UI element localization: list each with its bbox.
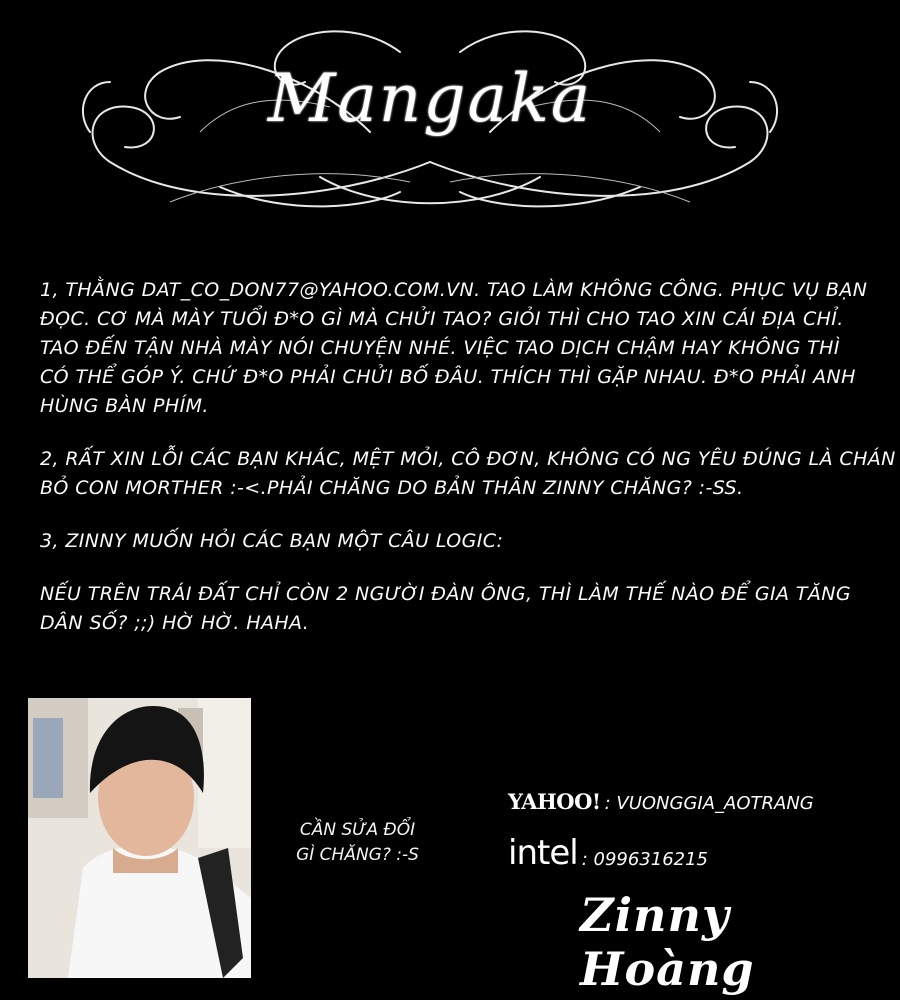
yahoo-logo: YAHOO!: [508, 789, 601, 814]
banner: [70, 12, 790, 220]
notice-paragraph-1: [40, 276, 870, 421]
text-line: HÙNG BÀN PHÍM.: [40, 395, 209, 417]
photo-caption: [270, 818, 445, 868]
text-line: DÂN SỐ? ;;) HỜ HỜ. HAHA.: [40, 612, 310, 634]
text-line: 2, RẤT XIN LỖI CÁC BẠN KHÁC, MỆT MỎI, CÔ ĐƠN, KHÔNG CÓ NG YÊU ĐÚNG LÀ CHÁN: [40, 448, 896, 470]
signature: [580, 888, 880, 996]
notice-paragraph-2: [40, 445, 896, 503]
banner-title: Mangaka: [267, 60, 593, 137]
phone-number: : 0996316215: [581, 849, 709, 870]
intel-logo: intel: [508, 833, 578, 873]
phone-contact: [508, 833, 888, 873]
text-line: BỎ CON MORTHER :-<.PHẢI CHĂNG DO BẢN THÂN ZINNY CHĂNG? :-SS.: [40, 477, 744, 499]
yahoo-id: : VUONGGIA_AOTRANG: [604, 793, 814, 814]
caption-line: GÌ CHĂNG? :-S: [296, 845, 419, 865]
contact-info: [508, 778, 888, 873]
text-line: 3, ZINNY MUỐN HỎI CÁC BẠN MỘT CÂU LOGIC:: [40, 530, 504, 552]
caption-line: CẦN SỬA ĐỔI: [299, 820, 416, 840]
yahoo-contact: [508, 778, 888, 814]
text-line: ĐỌC. CƠ MÀ MÀY TUỔI Đ*O GÌ MÀ CHỬI TAO? GIỎI THÌ CHO TAO XIN CÁI ĐỊA CHỈ.: [40, 308, 844, 330]
author-photo: [28, 698, 251, 978]
notice-text: [40, 276, 896, 662]
notice-paragraph-3: [40, 527, 870, 556]
text-line: TAO ĐẾN TẬN NHÀ MÀY NÓI CHUYỆN NHÉ. VIỆC TAO DỊCH CHẬM HAY KHÔNG THÌ: [40, 337, 840, 359]
text-line: 1, THẰNG DAT_CO_DON77@YAHOO.COM.VN. TAO LÀM KHÔNG CÔNG. PHỤC VỤ BẠN: [40, 279, 868, 301]
text-line: CÓ THỂ GÓP Ý. CHỨ Đ*O PHẢI CHỬI BỐ ĐÂU. THÍCH THÌ GẶP NHAU. Đ*O PHẢI ANH: [40, 366, 856, 388]
author-photo-illustration: [28, 698, 251, 978]
notice-paragraph-4: [40, 580, 870, 638]
signature-text: Zinny Hoàng: [580, 888, 755, 996]
text-line: NẾU TRÊN TRÁI ĐẤT CHỈ CÒN 2 NGƯỜI ĐÀN ÔNG, THÌ LÀM THẾ NÀO ĐỂ GIA TĂNG: [40, 583, 852, 605]
